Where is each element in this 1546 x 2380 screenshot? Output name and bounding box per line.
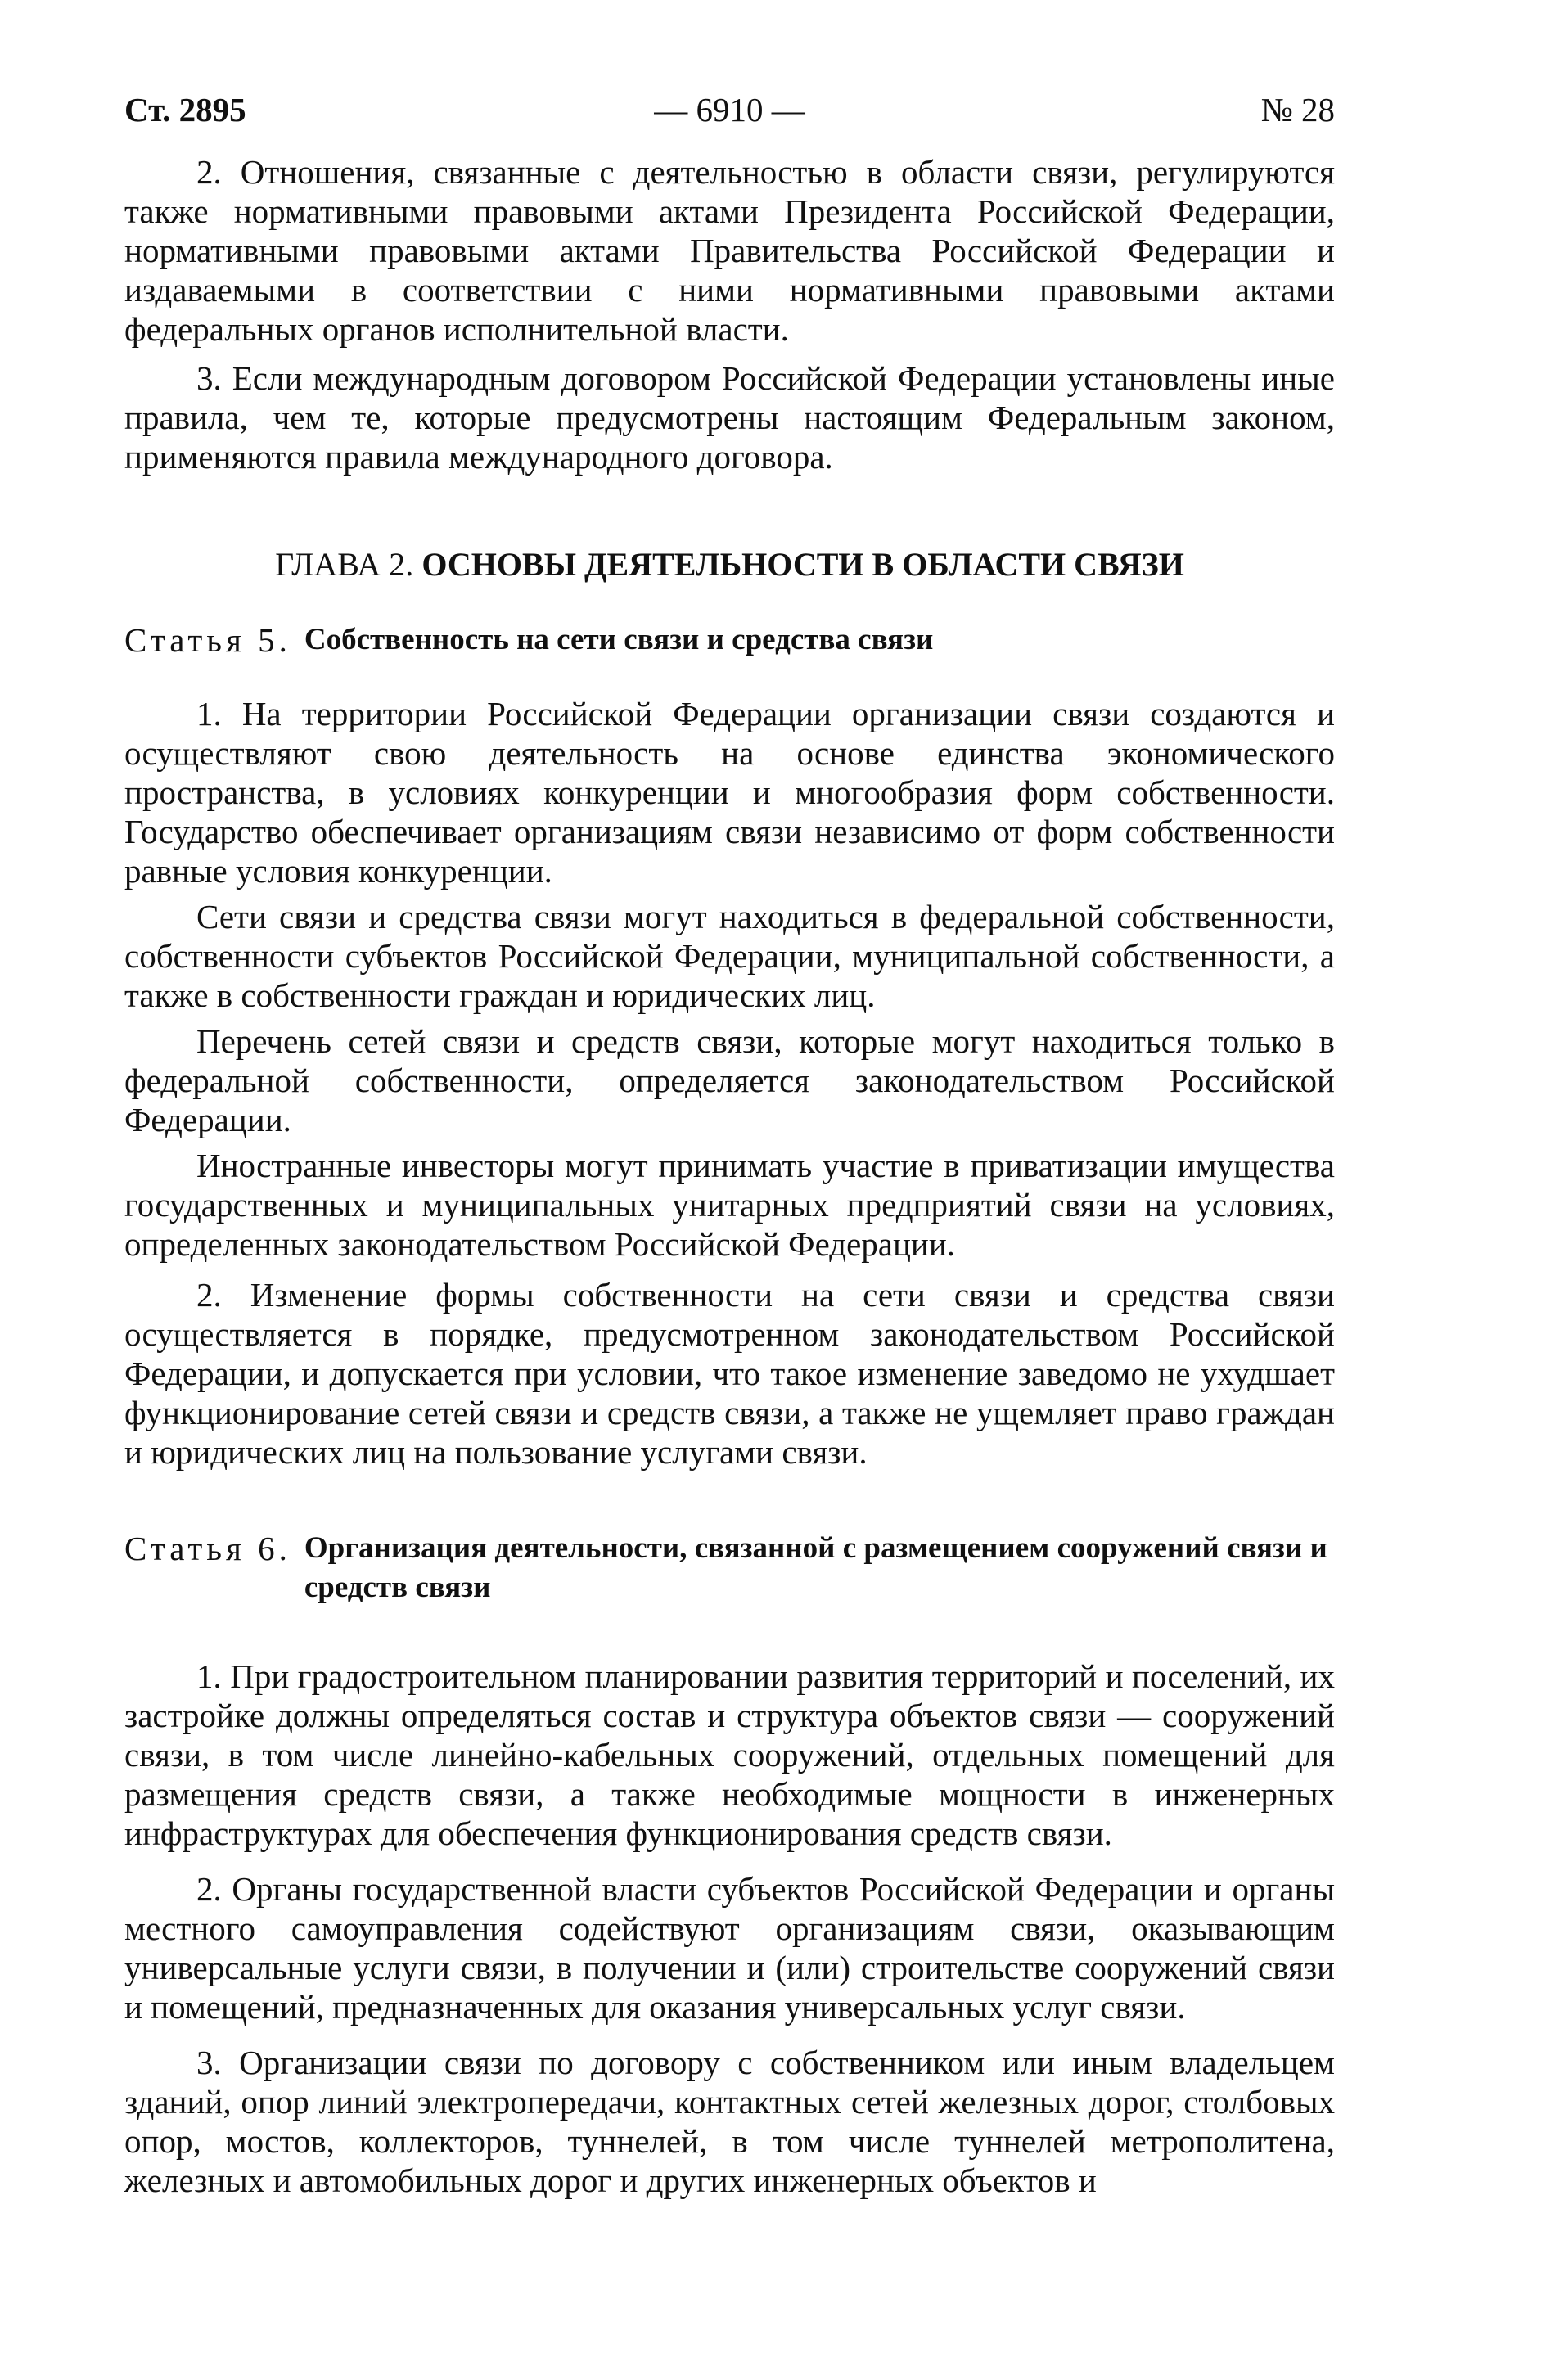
- article-label: Статья 6.: [124, 1530, 291, 1567]
- paragraph: 2. Органы государственной власти субъектов Российской Федерации и органы местного самоуправления содействуют организациям связи, оказывающим универсальные услуги связи, в получении и (или) строительстве сооружений связи и помещений, предназначенных для оказания универсальных услуг связи.: [124, 1870, 1335, 2026]
- intro-section-2: [124, 358, 1335, 476]
- paragraph: 3. Если международным договором Российской Федерации установлены иные правила, чем те, которые предусмотрены настоящим Федеральным законом, применяются правила международного договора.: [124, 359, 1335, 476]
- article-6-body: [124, 1657, 1335, 2200]
- chapter-title: ОСНОВЫ ДЕЯТЕЛЬНОСТИ В ОБЛАСТИ СВЯЗИ: [421, 546, 1184, 583]
- paragraph: 3. Организации связи по договору с собственником или иным владельцем зданий, опор линий электропередачи, контактных сетей железных дорог, столбовых опор, мостов, коллекторов, туннелей, в том числе туннелей метрополитена, железных и автомобильных дорог и других инженерных объектов и: [124, 2044, 1335, 2199]
- chapter-label: ГЛАВА 2.: [275, 546, 414, 583]
- article-5-heading: [124, 620, 1335, 660]
- running-header: [124, 90, 1335, 136]
- article-6-heading: [124, 1529, 1335, 1607]
- paragraph: 1. На территории Российской Федерации организации связи создаются и осуществляют свою деятельность на основе единства экономического пространства, в условиях конкуренции и многообразия форм собственности. Государство обеспечивает организациям связи независимо от форм собственности равные условия конкуренции.: [124, 695, 1335, 890]
- page-number: — 6910 —: [654, 91, 805, 128]
- chapter-heading: [124, 545, 1335, 584]
- paragraph: Перечень сетей связи и средств связи, которые могут находиться только в федеральной собственности, определяется законодательством Российской Федерации.: [124, 1022, 1335, 1138]
- paragraph: 2. Отношения, связанные с деятельностью в области связи, регулируются также нормативными правовыми актами Президента Российской Федерации, нормативными правовыми актами Правительства Российской Федерации и издаваемыми в соответствии с ними нормативными правовыми актами федеральных органов исполнительной власти.: [124, 153, 1335, 348]
- paragraph: 2. Изменение формы собственности на сети связи и средства связи осуществляется в порядке, предусмотренном законодательством Российской Федерации, и допускается при условии, что такое изменение заведомо не ухудшает функционирование сетей связи и средств связи, а также не ущемляет право граждан и юридических лиц на пользование услугами связи.: [124, 1276, 1335, 1471]
- article-title: Организация деятельности, связанной с размещением сооружений связи и средств связи: [304, 1531, 1327, 1604]
- issue-number: № 28: [1260, 91, 1335, 128]
- article-label: Статья 5.: [124, 621, 291, 659]
- article-title: Собственность на сети связи и средства связи: [304, 623, 934, 656]
- article-5-body: [124, 694, 1335, 1472]
- paragraph: Сети связи и средства связи могут находиться в федеральной собственности, собственности субъектов Российской Федерации, муниципальной собственности, а также в собственности граждан и юридических лиц.: [124, 898, 1335, 1014]
- paragraph: 1. При градостроительном планировании развития территорий и поселений, их застройке должны определяться состав и структура объектов связи — сооружений связи, в том числе линейно-кабельных сооружений, отдельных помещений для размещения средств связи, а также необходимые мощности в инженерных инфраструктурах для обеспечения функционирования средств связи.: [124, 1657, 1335, 1852]
- intro-section: [124, 152, 1335, 349]
- article-number: Ст. 2895: [124, 91, 246, 128]
- paragraph: Иностранные инвесторы могут принимать участие в приватизации имущества государственных и муниципальных унитарных предприятий связи на условиях, определенных законодательством Российской Федерации.: [124, 1147, 1335, 1263]
